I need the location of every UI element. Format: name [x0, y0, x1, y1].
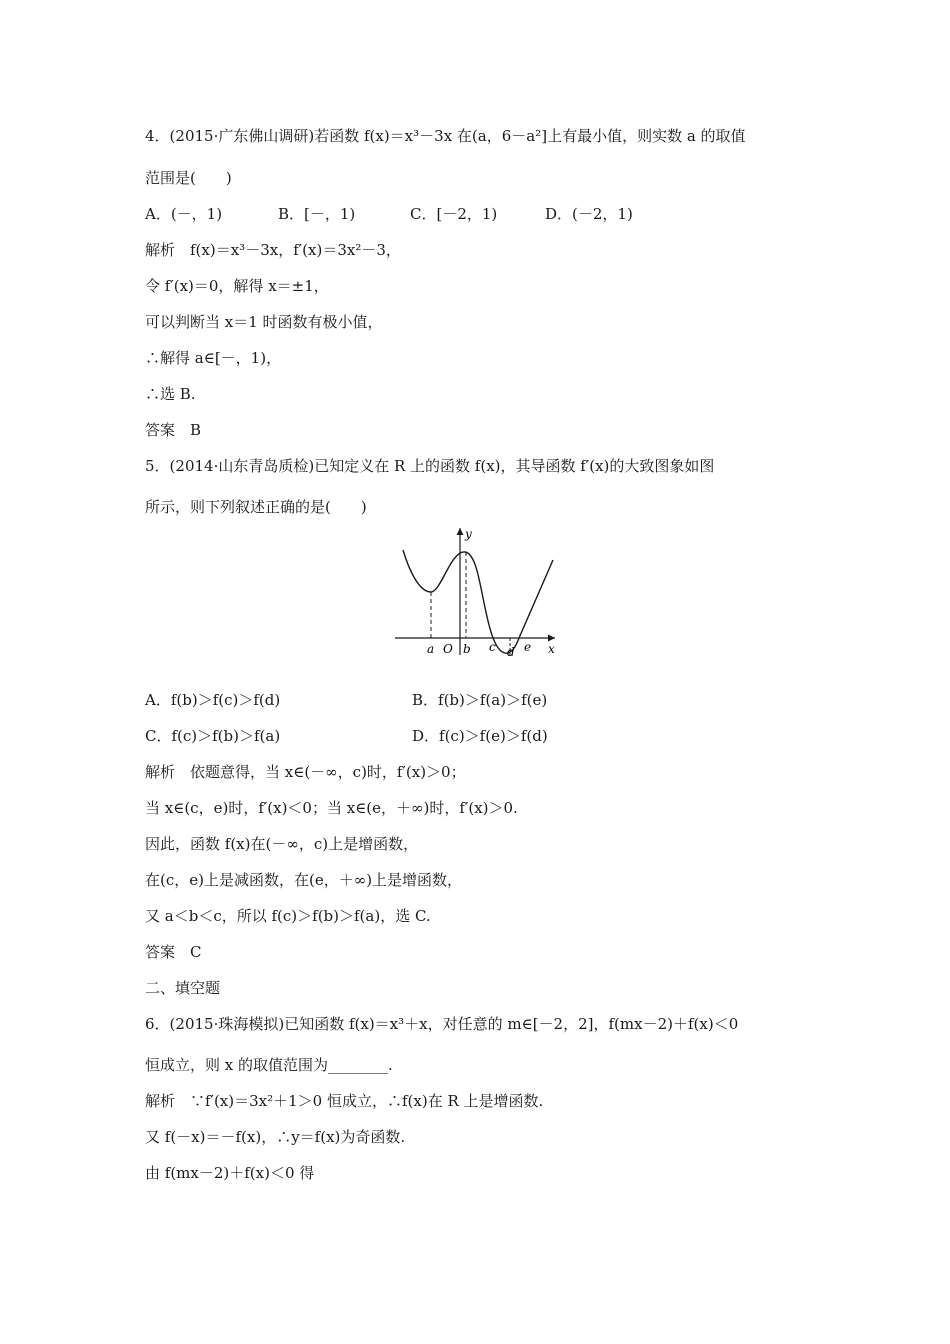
q4-option-a: A．(－，1)	[145, 205, 223, 223]
q5-option-d: D．f(c)＞f(e)＞f(d)	[412, 727, 548, 745]
q5-solution-line: 因此，函数 f(x)在(－∞，c)上是增函数，	[145, 835, 419, 853]
label-c: c	[489, 640, 496, 654]
q5-stem-line-1: 5．(2014·山东青岛质检)已知定义在 R 上的函数 f(x)，其导函数 f′(x)的大致图象如图	[145, 457, 715, 475]
label-d: d	[507, 645, 515, 659]
q5-solution-line: 在(c，e)上是减函数，在(e，＋∞)上是增函数，	[145, 871, 463, 889]
q5-answer: 答案 C	[145, 943, 202, 961]
q4-solution-line: ∴选 B.	[145, 385, 196, 403]
q4-stem-line-1: 4．(2015·广东佛山调研)若函数 f(x)＝x³－3x 在(a，6－a²]上有最小值，则实数 a 的取值	[145, 127, 746, 145]
label-y: y	[465, 527, 472, 541]
label-e: e	[524, 640, 532, 654]
q5-stem-line-2: 所示，则下列叙述正确的是( )	[145, 498, 367, 516]
q5-solution-line: 又 a＜b＜c，所以 f(c)＞f(b)＞f(a)，选 C.	[145, 907, 431, 925]
q4-option-c: C．[－2，1)	[410, 205, 498, 223]
q4-answer: 答案 B	[145, 421, 202, 439]
q4-solution-line: 令 f′(x)＝0，解得 x＝±1，	[145, 277, 329, 295]
q4-stem-line-2: 范围是( )	[145, 169, 232, 187]
q5-option-c: C．f(c)＞f(b)＞f(a)	[145, 727, 281, 745]
q6-solution-line: 解析 ∵f′(x)＝3x²＋1＞0 恒成立，∴f(x)在 R 上是增函数.	[145, 1092, 544, 1110]
q6-solution-line: 由 f(mx－2)＋f(x)＜0 得	[145, 1164, 315, 1182]
q5-option-a: A．f(b)＞f(c)＞f(d)	[145, 691, 281, 709]
q4-solution-line: 解析 f(x)＝x³－3x，f′(x)＝3x²－3，	[145, 241, 401, 259]
derivative-graph	[385, 520, 565, 660]
label-x: x	[548, 642, 555, 656]
q6-solution-line: 又 f(－x)＝－f(x)，∴y＝f(x)为奇函数.	[145, 1128, 406, 1146]
q5-option-b: B．f(b)＞f(a)＞f(e)	[412, 691, 548, 709]
label-a: a	[427, 642, 435, 656]
q5-solution-line: 解析 依题意得，当 x∈(－∞，c)时，f′(x)＞0；	[145, 763, 466, 781]
q6-stem-line-2: 恒成立，则 x 的取值范围为________.	[145, 1056, 393, 1074]
q4-solution-line: 可以判断当 x＝1 时函数有极小值，	[145, 313, 383, 331]
q4-option-b: B．[－，1)	[278, 205, 356, 223]
q5-solution-line: 当 x∈(c，e)时，f′(x)＜0；当 x∈(e，＋∞)时，f′(x)＞0.	[145, 799, 518, 817]
label-origin: O	[443, 642, 453, 656]
section-heading: 二、填空题	[145, 979, 221, 997]
q6-stem-line-1: 6．(2015·珠海模拟)已知函数 f(x)＝x³＋x，对任意的 m∈[－2，2]，f(mx－2)＋f(x)＜0	[145, 1015, 739, 1033]
q4-solution-line: ∴解得 a∈[－，1)，	[145, 349, 282, 367]
q4-option-d: D．(－2，1)	[545, 205, 633, 223]
label-b: b	[463, 642, 471, 656]
